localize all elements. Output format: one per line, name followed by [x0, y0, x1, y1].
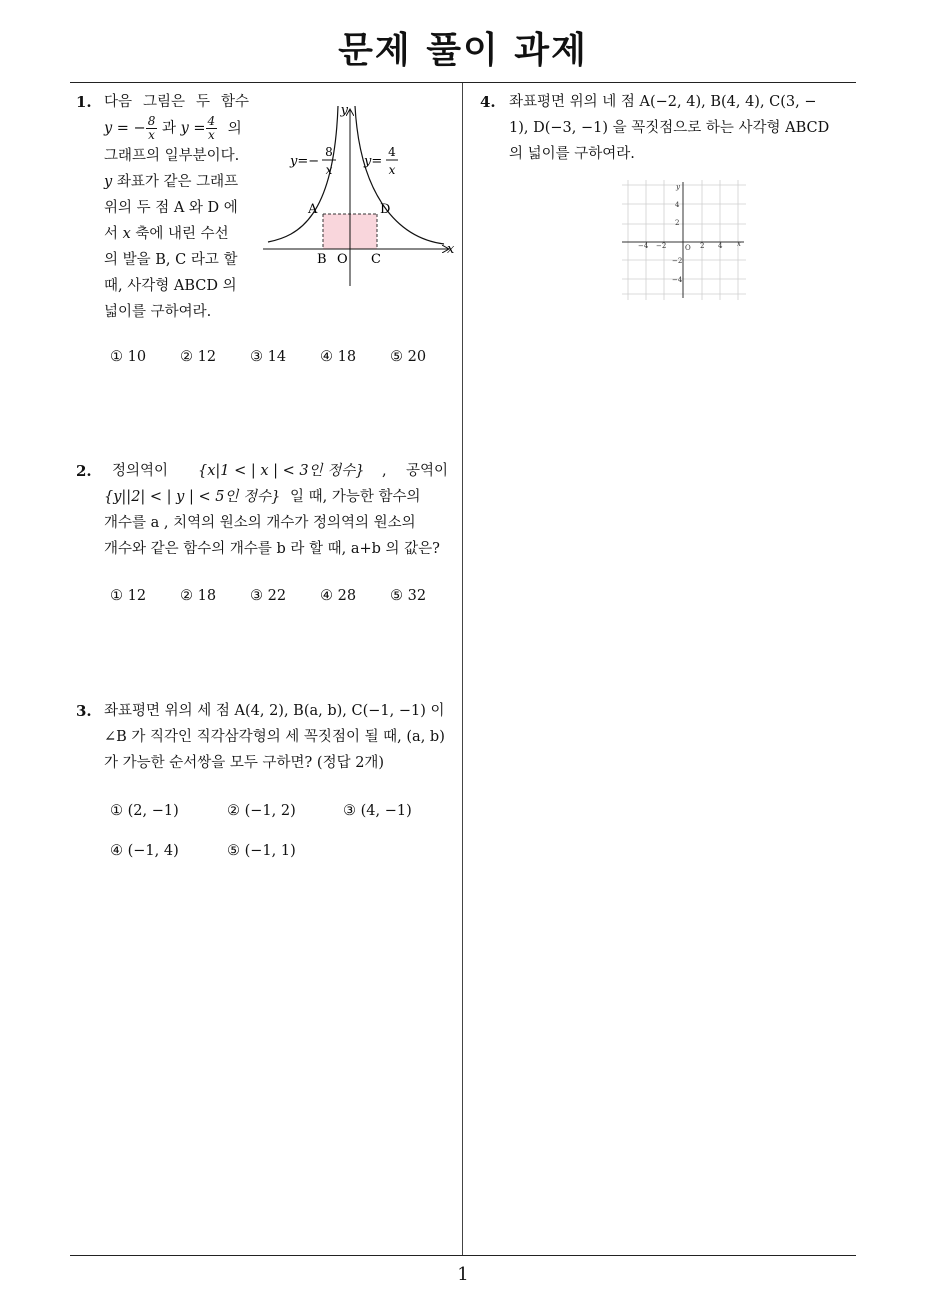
fraction: $\frac{8}{x}$ [147, 114, 156, 142]
question-number: 3. [76, 702, 92, 720]
text-line: 다음 그림은 두 함수 [104, 94, 249, 110]
text-line: 넓이를 구하여라. [104, 304, 212, 320]
text-line: 공역이 [406, 463, 449, 479]
y-tick-label: 4 [675, 201, 680, 209]
text-line: 개수를 a , 치역의 원소의 개수가 정의역의 원소의 [104, 515, 416, 531]
choice-2[interactable]: ② 12 [180, 349, 217, 365]
point-d-label: D [380, 202, 391, 217]
axis-label-y: y [676, 183, 680, 191]
x-tick-label: 2 [700, 242, 705, 250]
curve-label-left-num: 8 [325, 145, 333, 159]
y-tick-label: 2 [675, 219, 680, 227]
text-line: y = − $\frac{8}{x}$ 과 y = $\frac{4}{x}$ 의 [104, 114, 242, 142]
page-title: 문제 풀이 과제 [338, 30, 588, 71]
choice-1[interactable]: ① (2, −1) [110, 803, 179, 819]
x-tick-label: −4 [638, 242, 649, 250]
curve-label-right-num: 4 [388, 145, 396, 159]
fraction: $\frac{4}{x}$ [207, 114, 216, 142]
text-line: 그래프의 일부분이다. [104, 148, 240, 164]
origin-label: O [685, 244, 691, 252]
x-tick-label: 4 [718, 242, 723, 250]
text-line: 서 x 축에 내린 수선 [104, 226, 229, 242]
text-line: 가 가능한 순서쌍을 모두 구하면? (정답 2개) [104, 755, 385, 771]
question-number: 2. [76, 462, 92, 480]
point-c-label: C [371, 252, 381, 267]
choice-1[interactable]: ① 10 [110, 349, 147, 365]
curve-label-right-den: x [388, 163, 396, 177]
y-tick-label: −2 [672, 257, 683, 265]
text-line: 좌표평면 위의 세 점 A(4, 2), B(a, b), C(−1, −1) 이 [104, 703, 445, 719]
footer-rule [70, 1255, 856, 1256]
text-line: 좌표평면 위의 네 점 A(−2, 4), B(4, 4), C(3, − [509, 94, 817, 110]
choice-2[interactable]: ② 18 [180, 588, 217, 604]
text-line: y 좌표가 같은 그래프 [104, 174, 239, 190]
curve-label-right: y= [364, 154, 383, 169]
choice-2[interactable]: ② (−1, 2) [227, 803, 296, 819]
text-line: ∠B 가 직각인 직각삼각형의 세 꼭짓점이 될 때, (a, b) [104, 729, 445, 745]
text-line: , [382, 463, 387, 479]
choice-4[interactable]: ④ 28 [320, 588, 357, 604]
choice-4[interactable]: ④ 18 [320, 349, 357, 365]
set-codomain: {y||2| < | y | < 5인 정수} [104, 489, 281, 505]
choice-4[interactable]: ④ (−1, 4) [110, 843, 179, 859]
choice-5[interactable]: ⑤ 32 [390, 588, 427, 604]
header-rule [70, 82, 856, 83]
choice-3[interactable]: ③ 14 [250, 349, 287, 365]
choice-1[interactable]: ① 12 [110, 588, 147, 604]
choice-3[interactable]: ③ 22 [250, 588, 287, 604]
point-a-label: A [308, 202, 318, 217]
text-line: 의 발을 B, C 라고 할 [104, 252, 238, 268]
column-divider [462, 83, 463, 1255]
y-tick-label: −4 [672, 276, 683, 284]
coordinate-grid [622, 180, 746, 300]
x-tick-label: −2 [656, 242, 667, 250]
text-line: 위의 두 점 A 와 D 에 [104, 200, 238, 216]
axis-label-x: x [447, 242, 455, 257]
curve-label-left-den: x [325, 163, 333, 177]
curve-label-left: y=− [290, 154, 320, 169]
point-o-label: O [337, 252, 348, 267]
set-domain: {x|1 < | x | < 3인 정수} [198, 463, 365, 479]
axis-label-x: x [737, 240, 741, 248]
text-line: 의 넓이를 구하여라. [509, 146, 635, 162]
hyperbola-graph [258, 96, 458, 291]
choice-5[interactable]: ⑤ (−1, 1) [227, 843, 296, 859]
text-line: 개수와 같은 함수의 개수를 b 라 할 때, a+b 의 값은? [104, 541, 440, 557]
page-number: 1 [457, 1264, 469, 1285]
text-line: 1), D(−3, −1) 을 꼭짓점으로 하는 사각형 ABCD [509, 120, 830, 136]
text-line: 일 때, 가능한 함수의 [290, 489, 421, 505]
choice-5[interactable]: ⑤ 20 [390, 349, 427, 365]
question-number: 1. [76, 93, 92, 111]
axis-label-y: y [340, 103, 348, 118]
question-number: 4. [480, 93, 496, 111]
text-line: 때, 사각형 ABCD 의 [104, 278, 237, 294]
text-line: 정의역이 [112, 463, 169, 479]
choice-3[interactable]: ③ (4, −1) [343, 803, 412, 819]
point-b-label: B [317, 252, 327, 267]
